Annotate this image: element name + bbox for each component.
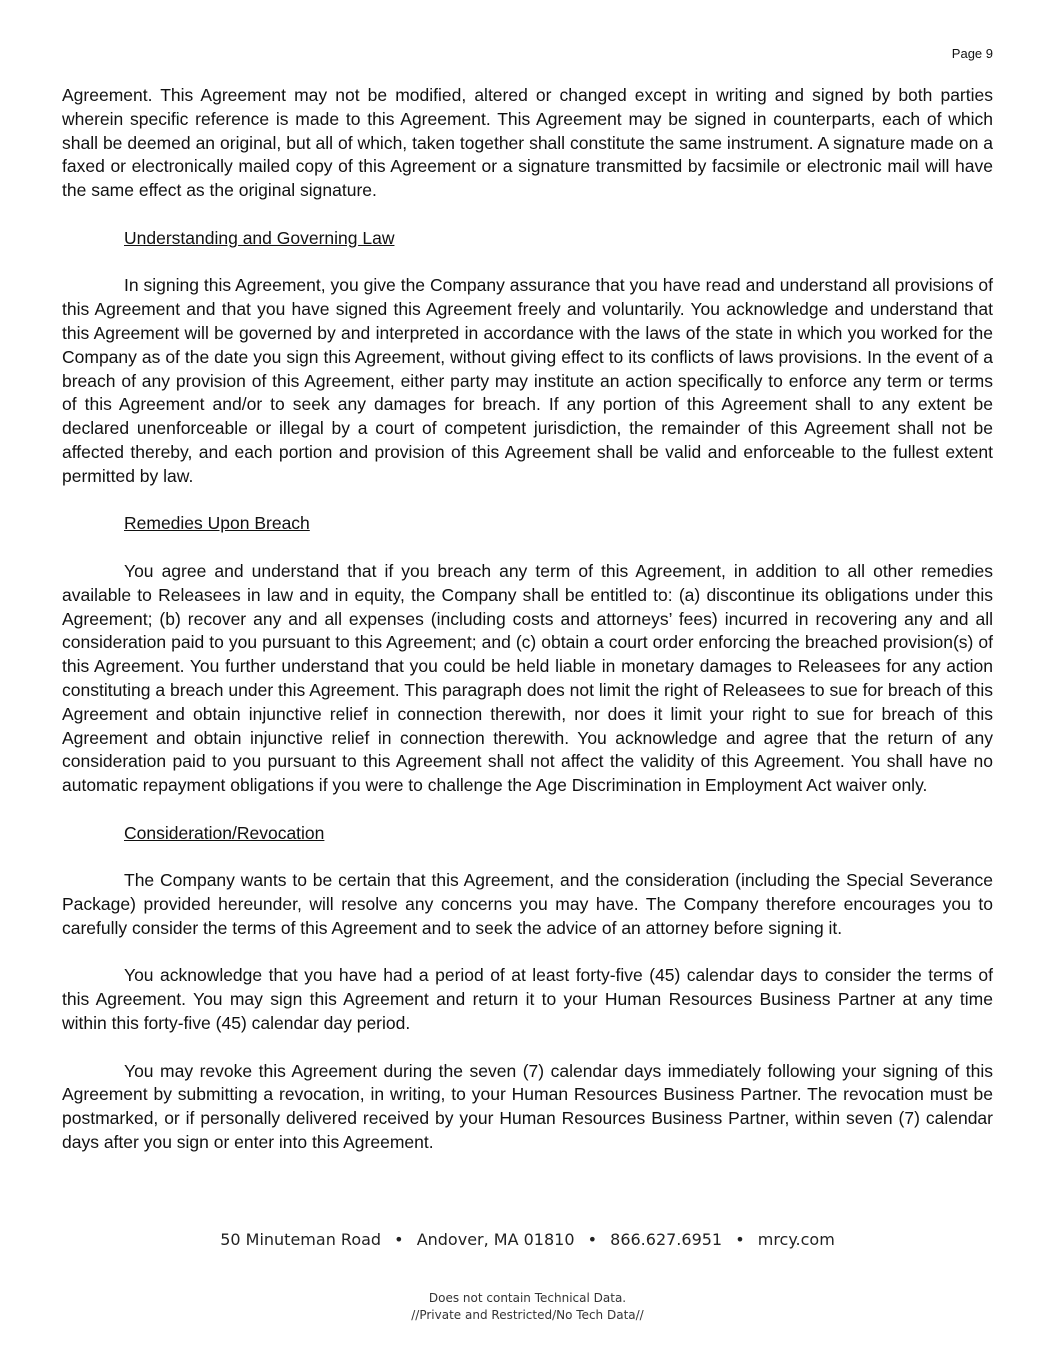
- opening-paragraph: Agreement. This Agreement may not be modified, altered or changed except in writing and signed by both parties wherein specific reference is made to this Agreement. This Agreement may be signed in counterparts, each of which shall be deemed an original, but all of which, taken together shall constitute the same instrument. A signature made on a faxed or electronically mailed copy of this Agreement or a signature transmitted by facsimile or electronic mail will have the same effect as the original signature.: [62, 85, 993, 201]
- footer-city: Andover, MA 01810: [416, 1230, 575, 1249]
- footer-notice: [0, 1290, 1055, 1324]
- paragraph-consideration-3: You may revoke this Agreement during the seven (7) calendar days immediately following your signing of this Agreement by submitting a revocation, in writing, to your Human Resources Business Partner. The revocation must be postmarked, or if personally delivered received by your Human Resources Business Partner, within seven (7) calendar days after you sign or enter into this Agreement.: [62, 1060, 993, 1153]
- footer-separator: •: [587, 1230, 598, 1249]
- footer-phone: 866.627.6951: [610, 1230, 723, 1249]
- footer-website: mrcy.com: [757, 1230, 835, 1249]
- paragraph-remedies: You agree and understand that if you breach any term of this Agreement, in addition to all other remedies available to Releasees in law and in equity, the Company shall be entitled to: (a) discontinue its obligations under this Agreement; (b) recover any and all expenses (including costs and attorneys’ fees) incurred in recovering any and all consideration paid to you pursuant to this Agreement; and (c) obtain a court order enforcing the breached provision(s) of this Agreement. You further understand that you could be held liable in monetary damages to Releasees for any action constituting a breach under this Agreement. This paragraph does not limit the right of Releasees to sue for breach of this Agreement and obtain injunctive relief in connection therewith, nor does it limit your right to sue for breach of this Agreement and obtain injunctive relief in connection therewith. You acknowledge and agree that the return of any consideration paid to you pursuant to this Agreement shall not affect the validity of this Agreement. You shall have no automatic repayment obligations if you were to challenge the Age Discrimination in Employment Act waiver only.: [62, 560, 993, 796]
- footer-separator: •: [394, 1230, 404, 1249]
- section-heading-governing-law: Understanding and Governing Law: [124, 227, 395, 248]
- paragraph-consideration-2: You acknowledge that you have had a period of at least forty-five (45) calendar days to consider the terms of this Agreement. You may sign this Agreement and return it to your Human Resources Business Partner at any time within this forty-five (45) calendar day period.: [62, 965, 993, 1034]
- paragraph-consideration-1: The Company wants to be certain that this Agreement, and the consideration (including the Special Severance Package) provided hereunder, will resolve any concerns you may have. The Company therefore encourages you to carefully consider the terms of this Agreement and to seek the advice of an attorney before signing it.: [62, 870, 993, 938]
- document-body: [62, 84, 993, 1179]
- footer-notice-line-2: //Private and Restricted/No Tech Data//: [411, 1308, 644, 1322]
- footer-separator: •: [735, 1230, 745, 1249]
- section-heading-remedies: Remedies Upon Breach: [124, 513, 310, 534]
- footer-notice-line-1: Does not contain Technical Data.: [428, 1291, 627, 1305]
- footer-address: [0, 1230, 1055, 1249]
- paragraph-governing-law: In signing this Agreement, you give the Company assurance that you have read and understand all provisions of this Agreement and that you have signed this Agreement freely and voluntarily. You acknowledge and understand that this Agreement will be governed by and interpreted in accordance with the laws of the state in which you worked for the Company as of the date you sign this Agreement, without giving effect to its conflicts of laws provisions. In the event of a breach of any provision of this Agreement, either party may institute an action specifically to enforce any term or terms of this Agreement and/or to seek any damages for breach. If any portion of this Agreement shall to any extent be declared unenforceable or illegal by a court of competent jurisdiction, the remainder of this Agreement shall not be affected thereby, and each portion and provision of this Agreement shall be valid and enforceable to the fullest extent permitted by law.: [62, 275, 993, 486]
- footer-street: 50 Minuteman Road: [220, 1230, 382, 1249]
- page-number: Page 9: [951, 46, 993, 61]
- section-heading-consideration: Consideration/Revocation: [124, 822, 325, 843]
